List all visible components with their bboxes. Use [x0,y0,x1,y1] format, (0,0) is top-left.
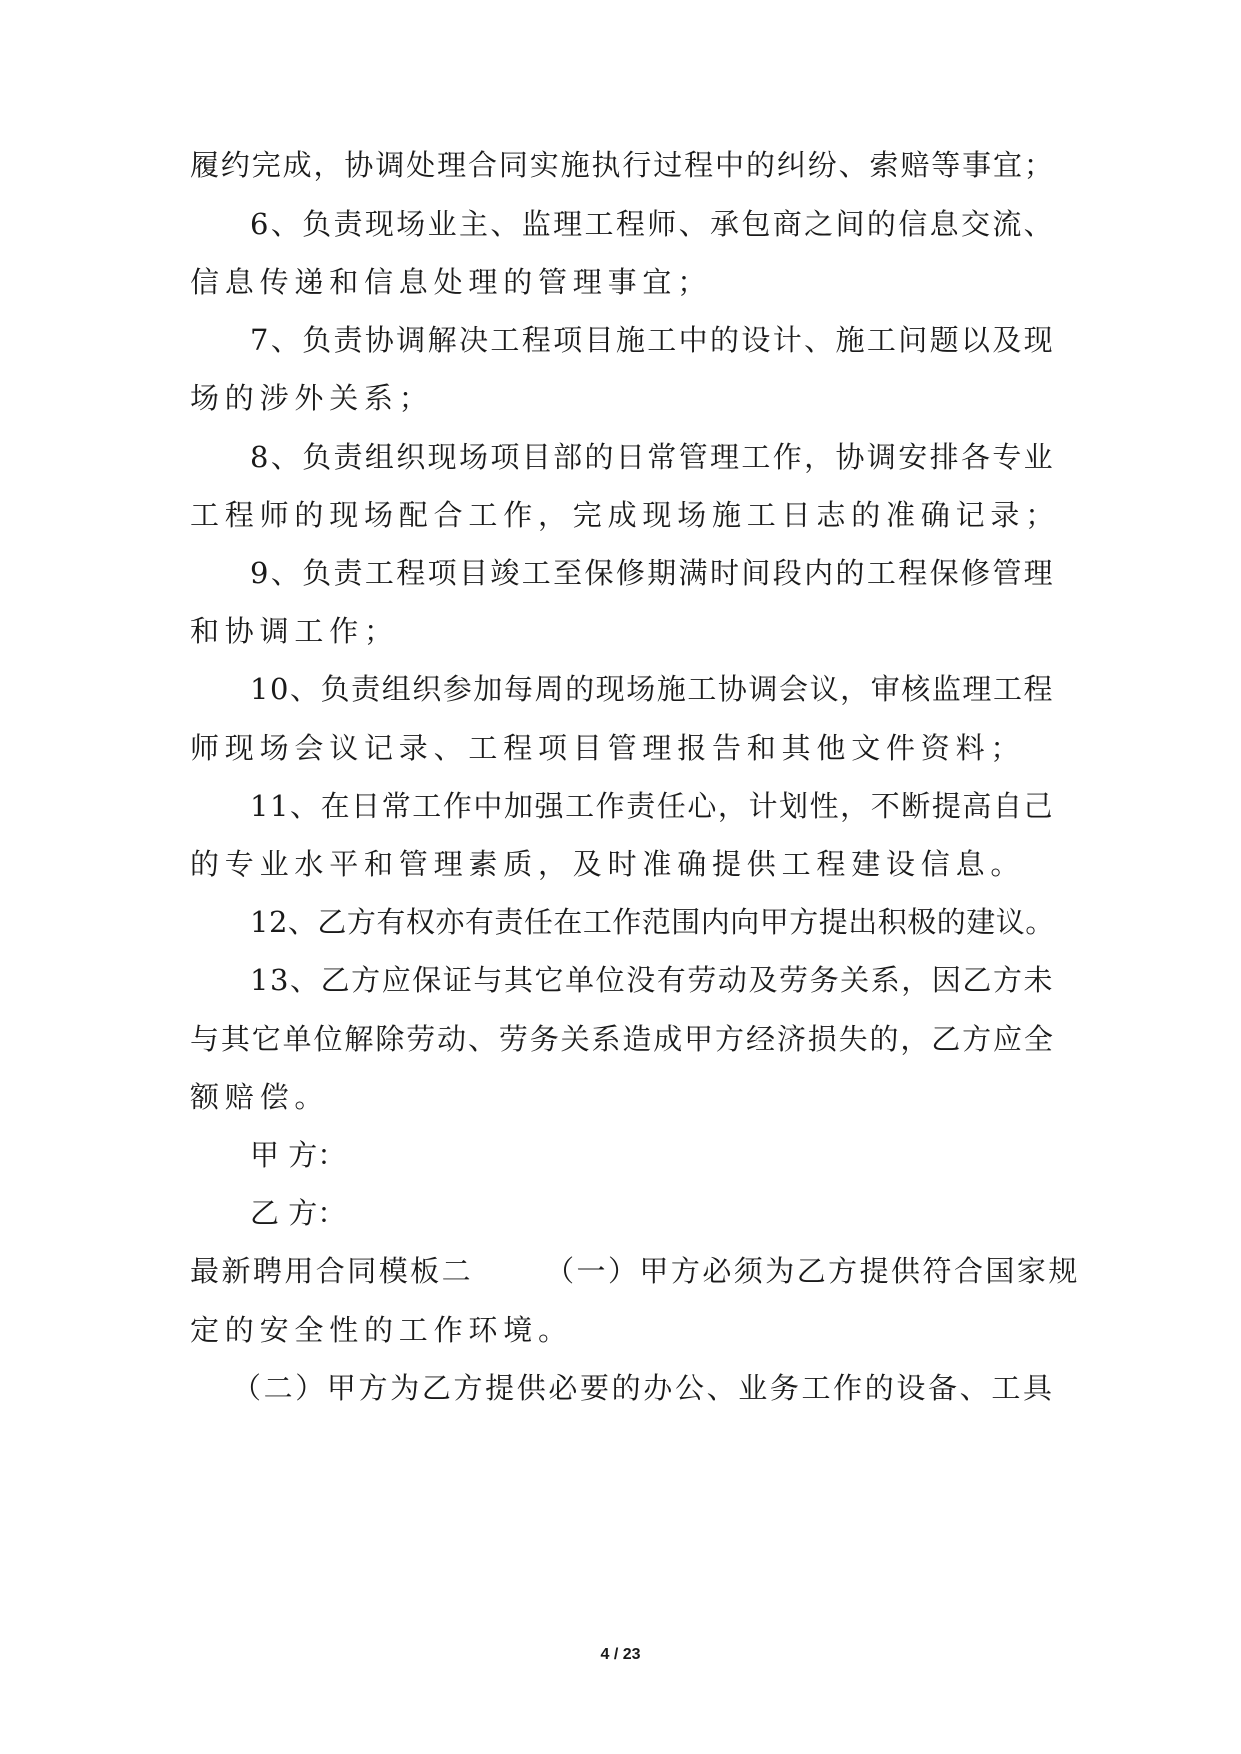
clause-6-line-1: 6、负责现场业主、监理工程师、承包商之间的信息交流、 [250,207,1056,241]
template-title: 最新聘用合同模板二 [190,1254,474,1288]
template-heading-line [190,1251,1080,1291]
clause-13-line-2: 与其它单位解除劳动、劳务关系造成甲方经济损失的，乙方应全 [190,1022,1055,1056]
clause-13-line-1: 13、乙方应保证与其它单位没有劳动及劳务关系，因乙方未 [250,963,1055,997]
clause-13-line-3: 额赔偿。 [190,1080,330,1114]
clause-11-line-2: 的专业水平和管理素质，及时准确提供工程建设信息。 [190,847,1026,881]
text-line-1: 履约完成，协调处理合同实施执行过程中的纠纷、索赔等事宜； [190,148,1055,182]
clause-11-line-1: 11、在日常工作中加强工作责任心，计划性，不断提高自己 [250,789,1055,823]
party-b-label: 乙 方： [250,1196,347,1230]
clause-12-line-1: 12、乙方有权亦有责任在工作范围内向甲方提出积极的建议。 [250,905,1055,939]
clause-10-line-2: 师现场会议记录、工程项目管理报告和其他文件资料； [190,731,1026,765]
clause-two-line-1: （二）甲方为乙方提供必要的办公、业务工作的设备、工具 [232,1371,1055,1405]
clause-one-end: 定的安全性的工作环境。 [190,1313,573,1347]
clause-9-line-1: 9、负责工程项目竣工至保修期满时间段内的工程保修管理 [250,556,1056,590]
party-a-label: 甲 方： [250,1138,347,1172]
clause-one-start: （一）甲方必须为乙方提供符合国家规 [545,1254,1080,1288]
clause-7-line-2: 场的涉外关系； [190,381,434,415]
clause-8-line-1: 8、负责组织现场项目部的日常管理工作，协调安排各专业 [250,440,1056,474]
clause-6-line-2: 信息传递和信息处理的管理事宜； [190,265,713,299]
page-number: 4 / 23 [600,1646,641,1663]
clause-8-line-2: 工程师的现场配合工作，完成现场施工日志的准确记录； [190,498,1061,532]
clause-7-line-1: 7、负责协调解决工程项目施工中的设计、施工问题以及现 [250,323,1056,357]
clause-9-line-2: 和协调工作； [190,614,399,648]
clause-10-line-1: 10、负责组织参加每周的现场施工协调会议，审核监理工程 [250,672,1055,706]
